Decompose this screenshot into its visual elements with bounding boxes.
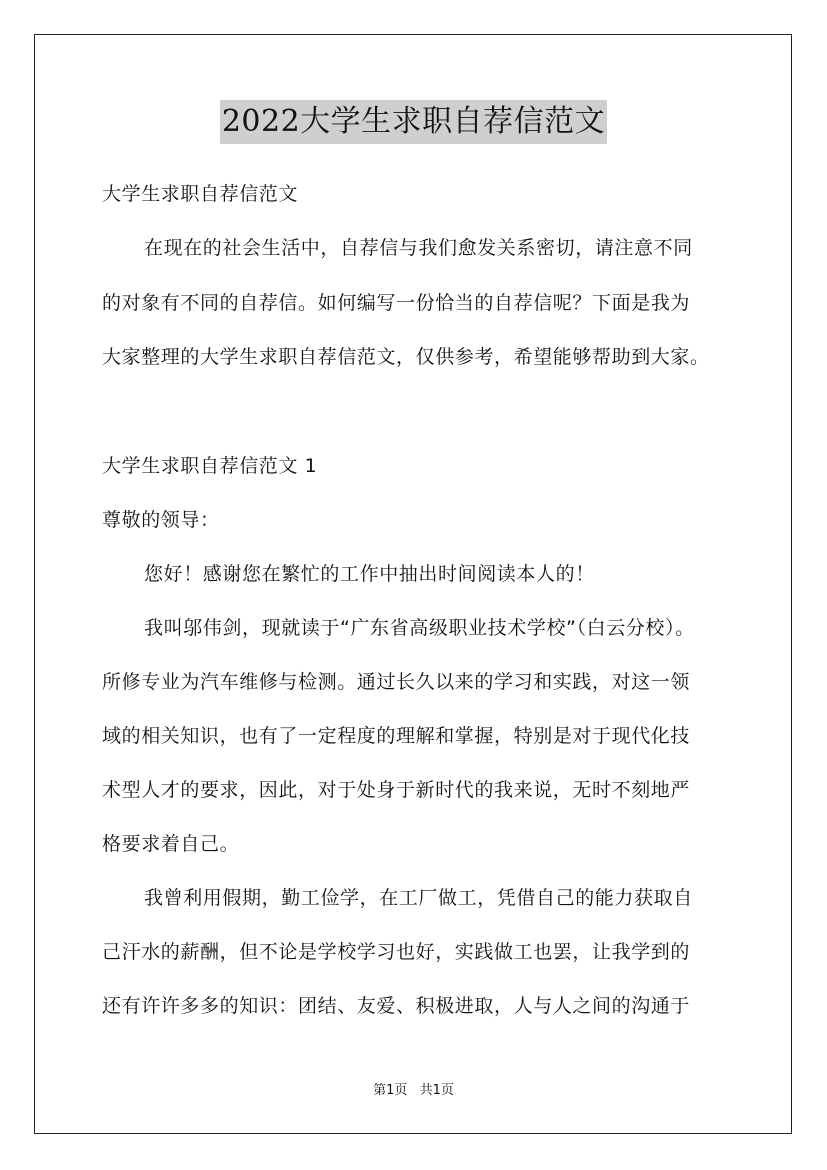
page-footer xyxy=(0,1082,827,1100)
intro-line-3: 大家整理的大学生求职自荐信范文，仅供参考，希望能够帮助到大家。 xyxy=(102,346,710,368)
para2-line-1: 我曾利用假期，勤工俭学，在工厂做工，凭借自己的能力获取自 xyxy=(144,887,693,909)
page-number: 第1页 xyxy=(373,1083,408,1098)
intro-line-2: 的对象有不同的自荐信。如何编写一份恰当的自荐信呢？下面是我为 xyxy=(102,292,691,314)
salutation: 尊敬的领导： xyxy=(102,509,220,531)
title-container xyxy=(0,100,827,144)
page-total: 共1页 xyxy=(419,1083,454,1098)
greeting-line: 您好！感谢您在繁忙的工作中抽出时间阅读本人的！ xyxy=(144,563,595,585)
para1-line-3: 域的相关知识，也有了一定程度的理解和掌握，特别是对于现代化技 xyxy=(102,725,691,747)
para1-line-1: 我叫邬伟剑，现就读于“广东省高级职业技术学校”（白云分校）。 xyxy=(144,617,695,639)
para1-line-5: 格要求着自己。 xyxy=(102,833,240,855)
section-heading: 大学生求职自荐信范文 1 xyxy=(102,455,318,477)
document-title: 2022大学生求职自荐信范文 xyxy=(220,100,607,144)
para1-line-2: 所修专业为汽车维修与检测。通过长久以来的学习和实践，对这一领 xyxy=(102,671,691,693)
para2-line-2: 己汗水的薪酬，但不论是学校学习也好，实践做工也罢，让我学到的 xyxy=(102,941,691,963)
intro-line-1: 在现在的社会生活中，自荐信与我们愈发关系密切，请注意不同 xyxy=(144,237,693,259)
document-subtitle: 大学生求职自荐信范文 xyxy=(102,183,299,205)
para2-line-3: 还有许许多多的知识：团结、友爱、积极进取，人与人之间的沟通于 xyxy=(102,995,691,1017)
para1-line-4: 术型人才的要求，因此，对于处身于新时代的我来说，无时不刻地严 xyxy=(102,779,691,801)
